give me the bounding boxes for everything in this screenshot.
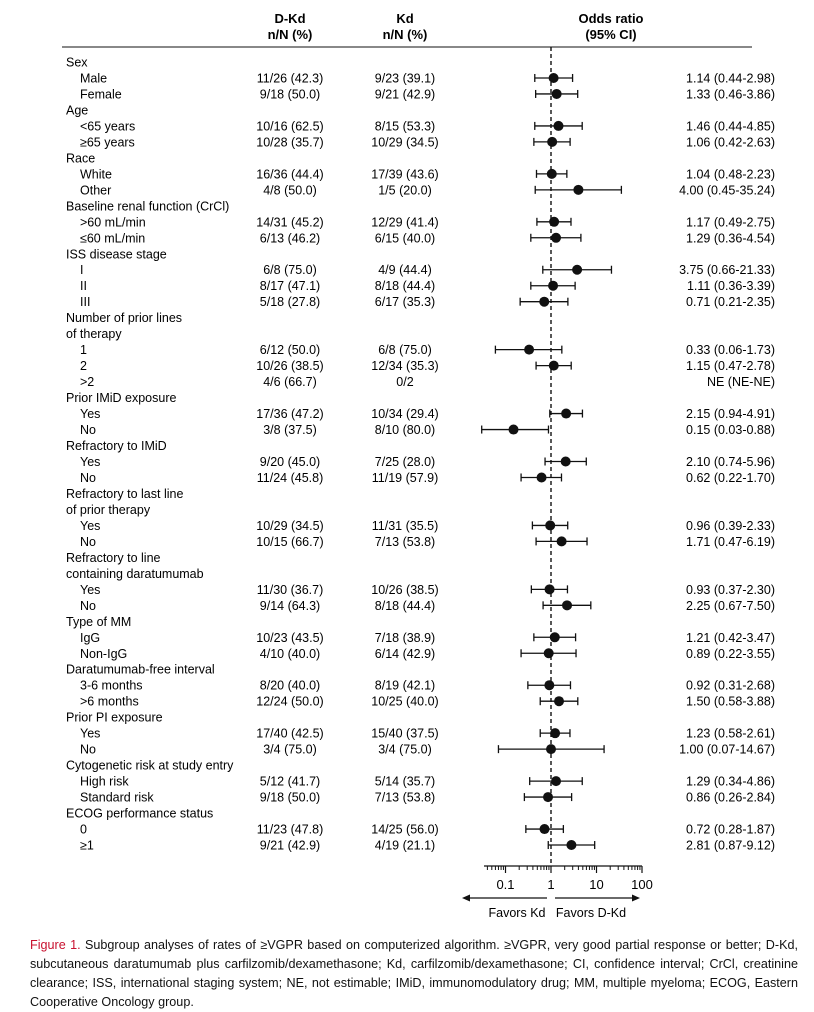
dkd-value: 8/20 (40.0) xyxy=(259,678,321,693)
subgroup-heading: Race xyxy=(66,151,96,166)
odds-ratio-point xyxy=(573,185,583,195)
odds-ratio-text: 1.04 (0.48-2.23) xyxy=(686,167,775,182)
dkd-value: 6/13 (46.2) xyxy=(259,231,321,246)
kd-value: 10/26 (38.5) xyxy=(371,582,439,597)
dkd-value: 3/4 (75.0) xyxy=(263,742,317,757)
kd-value: 3/4 (75.0) xyxy=(378,742,432,757)
odds-ratio-text: 0.86 (0.26-2.84) xyxy=(686,790,775,805)
column-header-kd: Kd xyxy=(396,11,414,26)
subgroup-label: Standard risk xyxy=(80,790,154,805)
kd-value: 7/25 (28.0) xyxy=(374,455,436,469)
caption-text: Subgroup analyses of rates of ≥VGPR based on computerized algorithm. ≥VGPR, very good partial response or better; D-Kd, subcutaneous daratumumab plus carfilzomib/dexamethasone; Kd, carfilzomib/dexamethasone; CI, confidence interval; CrCl, creatinine clearance; ISS, international staging system; NE, not estimable; IMiD, immunomodulatory drug; MM, multiple myeloma; ECOG, Eastern Cooperative Oncology group. xyxy=(30,938,798,1009)
subgroup-heading: Baseline renal function (CrCl) xyxy=(66,199,230,214)
odds-ratio-point xyxy=(549,361,559,371)
subgroup-heading: Refractory to IMiD xyxy=(66,439,167,454)
subgroup-label: 2 xyxy=(80,359,87,374)
dkd-value: 10/16 (62.5) xyxy=(256,119,324,134)
dkd-value: 10/29 (34.5) xyxy=(256,518,324,533)
subgroup-heading: Type of MM xyxy=(66,614,132,629)
kd-value: 4/9 (44.4) xyxy=(378,263,432,278)
odds-ratio-text: 1.33 (0.46-3.86) xyxy=(686,87,775,102)
subgroup-label: >2 xyxy=(80,375,95,390)
subgroup-label: 1 xyxy=(80,343,87,358)
kd-value: 6/17 (35.3) xyxy=(374,295,436,310)
kd-value: 10/29 (34.5) xyxy=(371,135,439,150)
column-header-or: (95% CI) xyxy=(585,27,637,42)
kd-value: 8/18 (44.4) xyxy=(374,598,436,613)
dkd-value: 9/18 (50.0) xyxy=(259,790,321,805)
odds-ratio-point xyxy=(561,457,571,467)
subgroup-label: High risk xyxy=(80,774,129,789)
subgroup-heading: Number of prior lines xyxy=(66,311,183,326)
odds-ratio-text: 1.29 (0.34-4.86) xyxy=(686,774,775,789)
kd-value: 10/34 (29.4) xyxy=(371,407,439,422)
dkd-value: 6/12 (50.0) xyxy=(259,343,321,358)
odds-ratio-text: 3.75 (0.66-21.33) xyxy=(679,263,775,278)
odds-ratio-point xyxy=(545,520,555,530)
dkd-value: 3/8 (37.5) xyxy=(263,423,317,438)
subgroup-label: Yes xyxy=(80,455,101,469)
odds-ratio-point xyxy=(561,409,571,419)
subgroup-heading: Prior IMiD exposure xyxy=(66,391,177,406)
kd-value: 6/14 (42.9) xyxy=(374,646,436,661)
subgroup-heading: ECOG performance status xyxy=(66,806,214,821)
kd-value: 7/18 (38.9) xyxy=(374,630,436,645)
subgroup-label: 0 xyxy=(80,822,87,837)
dkd-value: 5/12 (41.7) xyxy=(259,774,321,789)
odds-ratio-text: 2.10 (0.74-5.96) xyxy=(686,455,775,469)
favors-right-arrowhead xyxy=(632,895,640,902)
odds-ratio-point xyxy=(562,600,572,610)
dkd-value: 11/30 (36.7) xyxy=(256,582,324,597)
dkd-value: 11/23 (47.8) xyxy=(256,822,324,837)
kd-value: 6/8 (75.0) xyxy=(378,343,432,358)
favors-right-label: Favors D-Kd xyxy=(555,906,627,920)
odds-ratio-point xyxy=(548,281,558,291)
subgroup-heading: Age xyxy=(66,103,89,118)
subgroup-heading: Refractory to last line xyxy=(66,486,184,501)
odds-ratio-text: 1.46 (0.44-4.85) xyxy=(686,119,775,134)
kd-value: 8/15 (53.3) xyxy=(374,119,436,134)
subgroup-heading: Cytogenetic risk at study entry xyxy=(66,758,234,773)
subgroup-label: <65 years xyxy=(80,119,136,134)
odds-ratio-text: 0.72 (0.28-1.87) xyxy=(686,822,775,837)
subgroup-heading: Refractory to line xyxy=(66,550,161,565)
dkd-value: 17/36 (47.2) xyxy=(256,407,324,422)
kd-value: 1/5 (20.0) xyxy=(378,183,432,198)
subgroup-label: III xyxy=(80,295,91,310)
odds-ratio-text: 0.89 (0.22-3.55) xyxy=(686,646,775,661)
dkd-value: 4/6 (66.7) xyxy=(263,375,317,390)
odds-ratio-text: 0.93 (0.37-2.30) xyxy=(686,582,775,597)
subgroup-label: 3-6 months xyxy=(80,678,143,693)
odds-ratio-point xyxy=(547,137,557,147)
dkd-value: 10/15 (66.7) xyxy=(256,534,324,549)
odds-ratio-point xyxy=(553,121,563,131)
odds-ratio-text: 0.15 (0.03-0.88) xyxy=(686,423,775,438)
kd-value: 6/15 (40.0) xyxy=(374,231,436,246)
subgroup-heading: of prior therapy xyxy=(66,502,151,517)
odds-ratio-text: 0.92 (0.31-2.68) xyxy=(686,678,775,693)
dkd-value: 9/20 (45.0) xyxy=(259,455,321,469)
kd-value: 17/39 (43.6) xyxy=(371,167,439,182)
subgroup-label: Other xyxy=(80,183,112,198)
odds-ratio-text: 1.29 (0.36-4.54) xyxy=(686,231,775,246)
odds-ratio-text: 1.11 (0.36-3.39) xyxy=(686,279,775,294)
subgroup-label: I xyxy=(80,263,84,278)
kd-value: 5/14 (35.7) xyxy=(374,774,436,789)
dkd-value: 12/24 (50.0) xyxy=(256,694,324,709)
kd-value: 15/40 (37.5) xyxy=(371,726,439,741)
dkd-value: 4/10 (40.0) xyxy=(259,646,321,661)
odds-ratio-point xyxy=(544,648,554,658)
subgroup-label: Yes xyxy=(80,582,101,597)
odds-ratio-text: 1.17 (0.49-2.75) xyxy=(686,215,775,230)
kd-value: 12/34 (35.3) xyxy=(371,359,439,374)
odds-ratio-point xyxy=(539,297,549,307)
odds-ratio-text: 4.00 (0.45-35.24) xyxy=(679,183,775,198)
dkd-value: 16/36 (44.4) xyxy=(256,167,324,182)
odds-ratio-point xyxy=(551,776,561,786)
odds-ratio-text: 1.00 (0.07-14.67) xyxy=(679,742,775,757)
column-header-kd: n/N (%) xyxy=(382,27,428,42)
kd-value: 4/19 (21.1) xyxy=(374,838,436,853)
subgroup-label: No xyxy=(80,470,96,485)
odds-ratio-text: 0.33 (0.06-1.73) xyxy=(686,343,775,358)
dkd-value: 9/21 (42.9) xyxy=(259,838,321,853)
odds-ratio-point xyxy=(566,840,576,850)
subgroup-label: No xyxy=(80,534,96,549)
favors-left-label: Favors Kd xyxy=(488,906,546,920)
subgroup-label: Yes xyxy=(80,407,101,422)
subgroup-label: ≤60 mL/min xyxy=(80,231,146,246)
x-tick-label: 100 xyxy=(631,877,653,892)
kd-value: 9/21 (42.9) xyxy=(374,87,436,102)
kd-value: 0/2 xyxy=(396,375,414,390)
kd-value: 8/18 (44.4) xyxy=(374,279,436,294)
odds-ratio-text: 2.25 (0.67-7.50) xyxy=(686,598,775,613)
subgroup-heading: Daratumumab-free interval xyxy=(66,662,215,677)
subgroup-label: >60 mL/min xyxy=(80,215,146,230)
subgroup-heading: Prior PI exposure xyxy=(66,710,163,725)
dkd-value: 9/18 (50.0) xyxy=(259,87,321,102)
odds-ratio-point xyxy=(540,824,550,834)
odds-ratio-text: 0.62 (0.22-1.70) xyxy=(686,470,775,485)
odds-ratio-text: 1.21 (0.42-3.47) xyxy=(686,630,775,645)
column-header-or: Odds ratio xyxy=(578,11,644,26)
dkd-value: 6/8 (75.0) xyxy=(263,263,317,278)
odds-ratio-text: 1.06 (0.42-2.63) xyxy=(686,135,775,150)
dkd-value: 11/24 (45.8) xyxy=(256,470,324,485)
subgroup-heading: Sex xyxy=(66,55,88,70)
odds-ratio-text: 1.50 (0.58-3.88) xyxy=(686,694,775,709)
odds-ratio-text: NE (NE-NE) xyxy=(706,375,775,390)
subgroup-label: II xyxy=(80,279,87,294)
kd-value: 7/13 (53.8) xyxy=(374,534,436,549)
dkd-value: 14/31 (45.2) xyxy=(256,215,324,230)
dkd-value: 17/40 (42.5) xyxy=(256,726,324,741)
odds-ratio-point xyxy=(557,536,567,546)
odds-ratio-text: 1.14 (0.44-2.98) xyxy=(686,71,775,86)
figure-caption xyxy=(30,936,798,1012)
odds-ratio-text: 0.96 (0.39-2.33) xyxy=(686,518,775,533)
x-tick-label: 1 xyxy=(547,877,555,892)
subgroup-label: No xyxy=(80,423,96,438)
dkd-value: 10/28 (35.7) xyxy=(256,135,324,150)
dkd-value: 9/14 (64.3) xyxy=(259,598,321,613)
odds-ratio-point xyxy=(551,233,561,243)
dkd-value: 10/26 (38.5) xyxy=(256,359,324,374)
x-tick-label: 10 xyxy=(589,877,604,892)
kd-value: 11/31 (35.5) xyxy=(371,518,439,533)
dkd-value: 5/18 (27.8) xyxy=(259,295,321,310)
odds-ratio-text: 0.71 (0.21-2.35) xyxy=(686,295,775,310)
kd-value: 8/19 (42.1) xyxy=(374,678,436,693)
odds-ratio-text: 1.23 (0.58-2.61) xyxy=(686,726,775,741)
dkd-value: 10/23 (43.5) xyxy=(256,630,324,645)
subgroup-label: No xyxy=(80,742,96,757)
subgroup-heading: ISS disease stage xyxy=(66,247,167,262)
odds-ratio-text: 2.81 (0.87-9.12) xyxy=(686,838,775,853)
caption-label: Figure 1. xyxy=(30,938,81,952)
subgroup-label: >6 months xyxy=(80,694,139,709)
subgroup-heading: of therapy xyxy=(66,327,122,342)
odds-ratio-point xyxy=(544,680,554,690)
column-header-dkd: D-Kd xyxy=(274,11,306,26)
dkd-value: 8/17 (47.1) xyxy=(259,279,321,294)
odds-ratio-point xyxy=(537,472,547,482)
subgroup-label: White xyxy=(80,167,112,182)
subgroup-label: Yes xyxy=(80,518,101,533)
subgroup-label: Non-IgG xyxy=(80,646,128,661)
column-header-dkd: n/N (%) xyxy=(267,27,313,42)
kd-value: 10/25 (40.0) xyxy=(371,694,439,709)
dkd-value: 4/8 (50.0) xyxy=(263,183,317,198)
subgroup-label: Female xyxy=(80,87,122,102)
subgroup-label: Male xyxy=(80,71,108,86)
odds-ratio-text: 1.71 (0.47-6.19) xyxy=(686,534,775,549)
dkd-value: 11/26 (42.3) xyxy=(256,71,324,86)
subgroup-label: IgG xyxy=(80,630,101,645)
subgroup-label: ≥1 xyxy=(80,838,94,853)
subgroup-label: ≥65 years xyxy=(80,135,135,150)
subgroup-label: No xyxy=(80,598,96,613)
odds-ratio-point xyxy=(552,89,562,99)
odds-ratio-point xyxy=(572,265,582,275)
odds-ratio-point xyxy=(549,73,559,83)
kd-value: 8/10 (80.0) xyxy=(374,423,436,438)
odds-ratio-text: 2.15 (0.94-4.91) xyxy=(686,407,775,422)
kd-value: 9/23 (39.1) xyxy=(374,71,436,86)
odds-ratio-text: 1.15 (0.47-2.78) xyxy=(686,359,775,374)
kd-value: 14/25 (56.0) xyxy=(371,822,439,837)
odds-ratio-point xyxy=(547,169,557,179)
odds-ratio-point xyxy=(509,425,519,435)
kd-value: 7/13 (53.8) xyxy=(374,790,436,805)
odds-ratio-point xyxy=(554,696,564,706)
x-tick-label: 0.1 xyxy=(496,877,515,892)
kd-value: 11/19 (57.9) xyxy=(371,470,439,485)
subgroup-label: Yes xyxy=(80,726,101,741)
kd-value: 12/29 (41.4) xyxy=(371,215,439,230)
favors-left-arrowhead xyxy=(462,895,470,902)
subgroup-heading: containing daratumumab xyxy=(66,566,204,581)
odds-ratio-point xyxy=(545,584,555,594)
odds-ratio-point xyxy=(524,345,534,355)
